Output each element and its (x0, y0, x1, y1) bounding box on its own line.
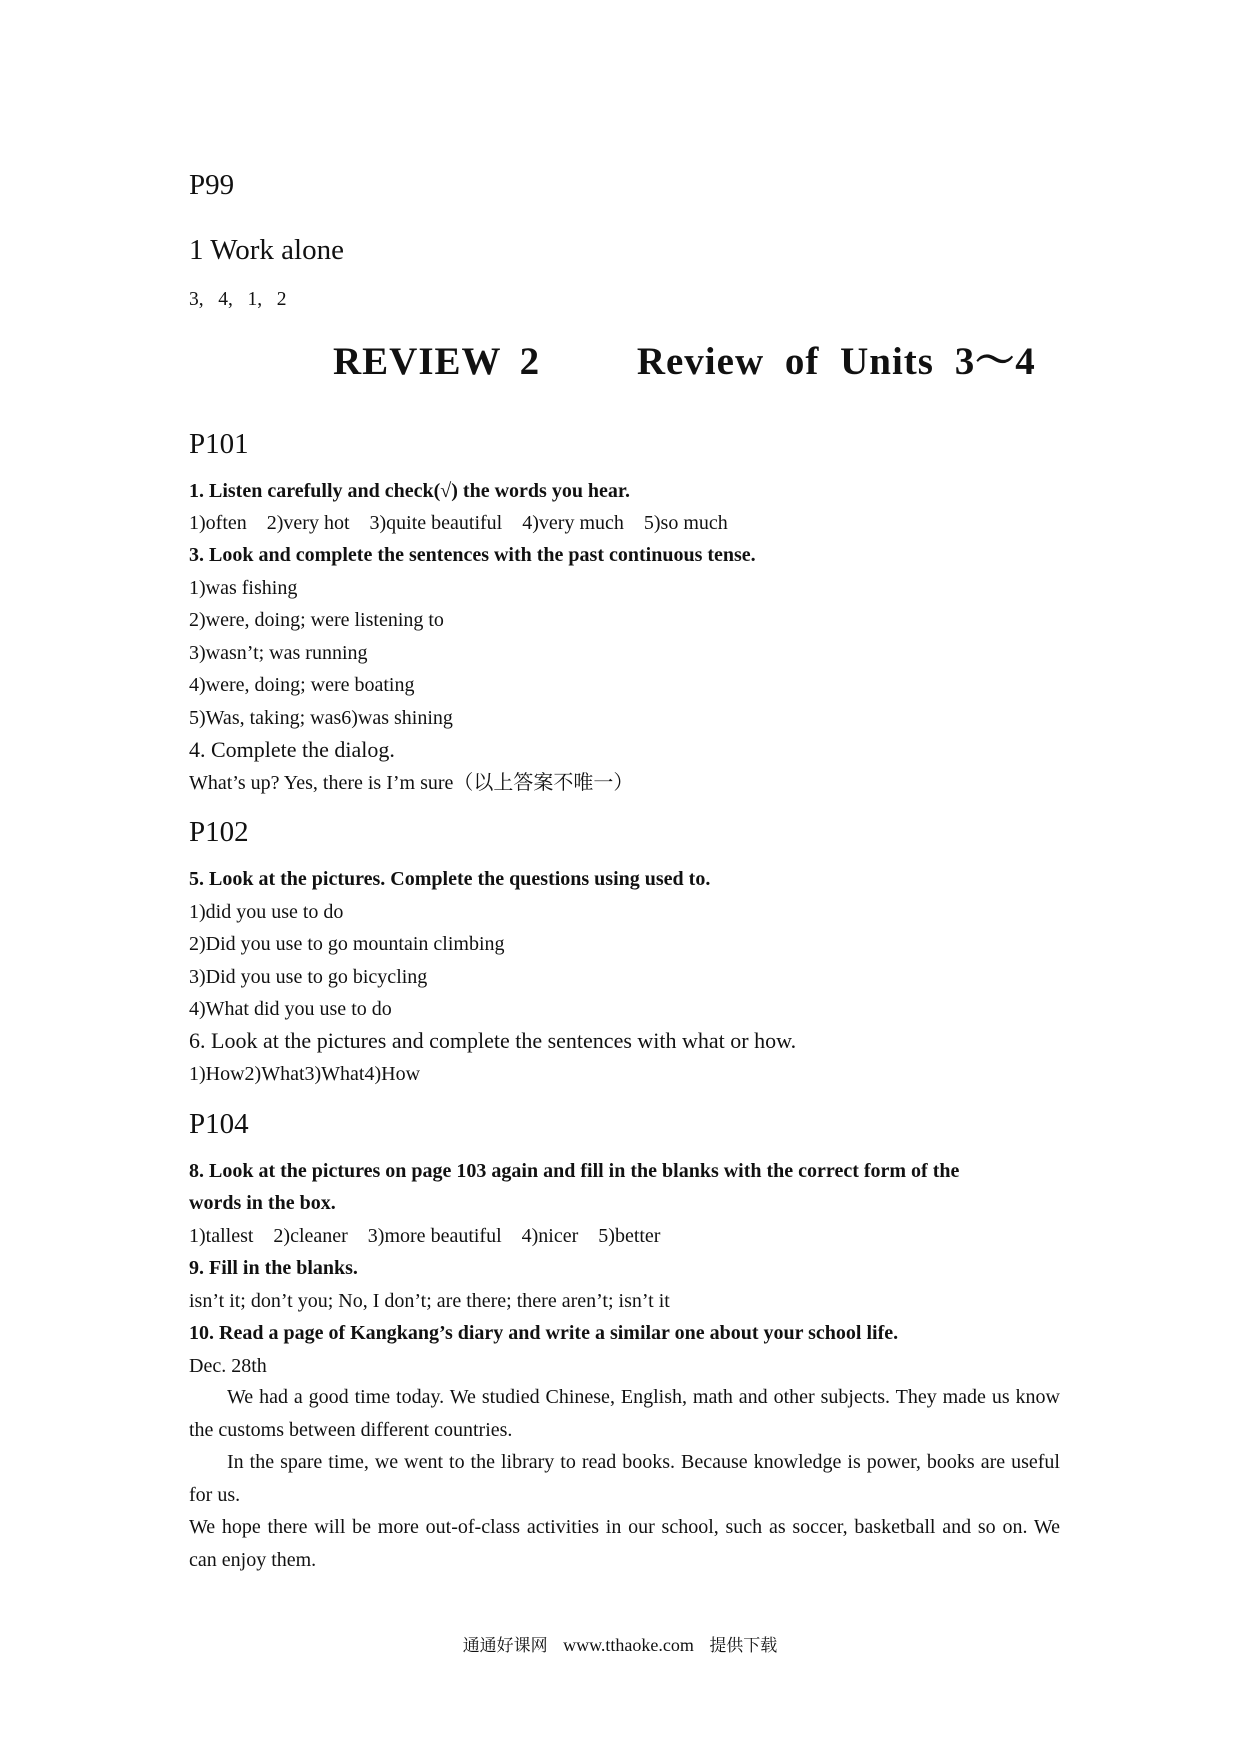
question-title-q1: 1. Listen carefully and check(√) the words you hear. (189, 480, 630, 502)
question-title-q8-line2: words in the box. (189, 1192, 336, 1214)
question-title-q3: 3. Look and complete the sentences with the past continuous tense. (189, 544, 756, 566)
answer-line-q9: isn’t it; don’t you; No, I don’t; are there; there aren’t; isn’t it (189, 1290, 670, 1312)
page-label-p104: P104 (189, 1108, 249, 1140)
answer-line-q3-1: 1)was fishing (189, 577, 298, 599)
question-title-q9: 9. Fill in the blanks. (189, 1257, 358, 1279)
page-footer (0, 1636, 1240, 1655)
answer-line-q5-1: 1)did you use to do (189, 901, 344, 923)
diary-paragraph-3: We hope there will be more out-of-class activities in our school, such as soccer, basketball and so on. We can enjoy them. (189, 1516, 1060, 1571)
page-label-p102: P102 (189, 816, 249, 848)
answer-line-q4: What’s up? Yes, there is I’m sure（以上答案不唯一） (189, 772, 634, 794)
answer-line-q6: 1)How2)What3)What4)How (189, 1063, 421, 1085)
answer-line-q5-3: 3)Did you use to go bicycling (189, 966, 428, 988)
answer-line-work-alone: 3, 4, 1, 2 (189, 289, 287, 310)
diary-date: Dec. 28th (189, 1355, 267, 1377)
review-title-right: Review of Units 3～4 (636, 340, 1036, 383)
review-title-left: REVIEW 2 (333, 340, 541, 383)
page-label-p101: P101 (189, 428, 249, 460)
footer-url[interactable]: www.tthaoke.com (563, 1635, 694, 1655)
question-title-q5: 5. Look at the pictures. Complete the questions using used to. (189, 868, 711, 890)
diary-paragraph-1: We had a good time today. We studied Chinese, English, math and other subjects. They made us know the customs between different countries. (189, 1386, 1060, 1441)
page-label-p99: P99 (189, 169, 235, 201)
diary-paragraph-2: In the spare time, we went to the library to read books. Because knowledge is power, books are useful for us. (189, 1451, 1060, 1506)
section-heading-work-alone: 1 Work alone (189, 234, 344, 266)
question-title-q10: 10. Read a page of Kangkang’s diary and write a similar one about your school life. (189, 1322, 899, 1344)
review-title (333, 342, 1036, 381)
answer-line-q5-2: 2)Did you use to go mountain climbing (189, 933, 505, 955)
answer-line-q5-4: 4)What did you use to do (189, 998, 392, 1020)
question-title-q8-line1: 8. Look at the pictures on page 103 again and fill in the blanks with the correct form of the (189, 1160, 960, 1182)
answer-line-q3-4: 4)were, doing; were boating (189, 674, 415, 696)
footer-download-text: 提供下载 (709, 1636, 778, 1656)
answer-line-q3-2: 2)were, doing; were listening to (189, 609, 444, 631)
footer-site-name: 通通好课网 (462, 1636, 548, 1656)
answer-line-q1: 1)often 2)very hot 3)quite beautiful 4)very much 5)so much (189, 512, 728, 534)
answer-line-q8: 1)tallest 2)cleaner 3)more beautiful 4)nicer 5)better (189, 1225, 661, 1247)
answer-line-q3-3: 3)wasn’t; was running (189, 642, 368, 664)
question-title-q6: 6. Look at the pictures and complete the sentences with what or how. (189, 1028, 797, 1053)
answer-line-q3-5: 5)Was, taking; was6)was shining (189, 707, 453, 729)
question-title-q4: 4. Complete the dialog. (189, 737, 395, 762)
